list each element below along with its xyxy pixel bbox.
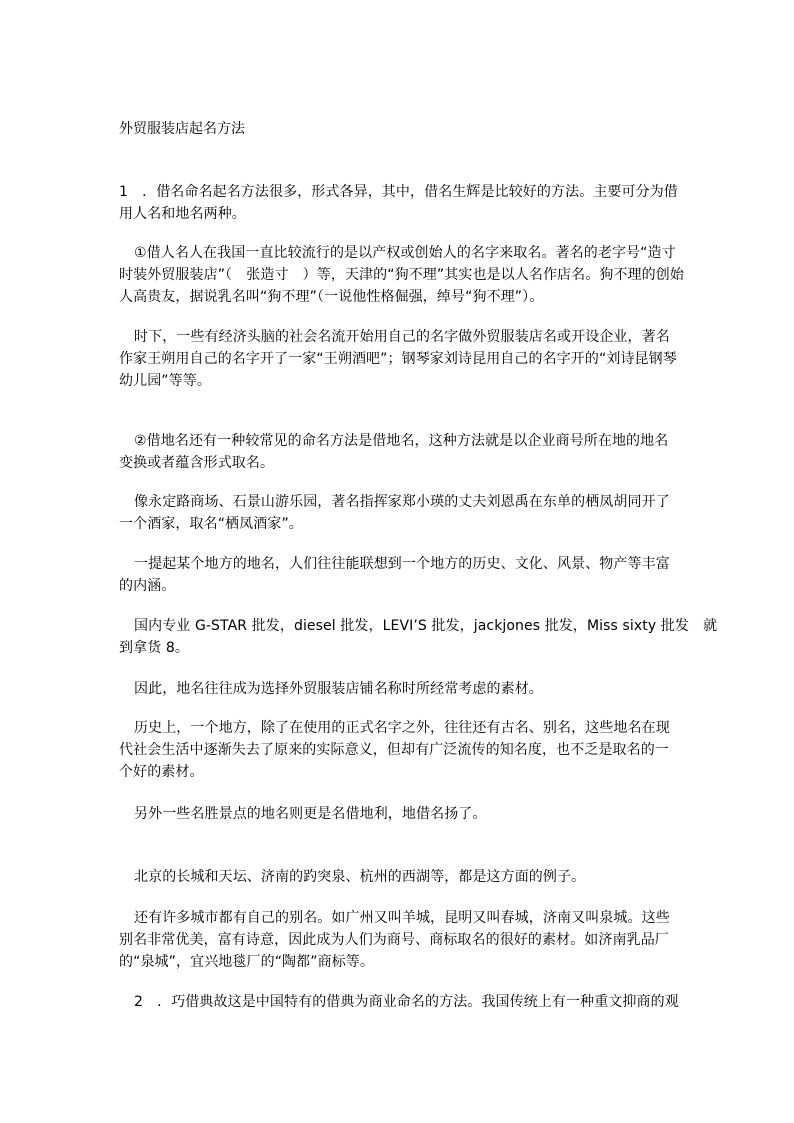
text-line: 时装外贸服装店”（ 张造寸 ）等，天津的“狗不理”其实也是以人名作店名。狗不理的创始 [119, 267, 684, 283]
text-line: 个好的素材。 [119, 764, 204, 780]
paragraph-1 [119, 181, 678, 225]
paragraph-4 [119, 430, 675, 474]
paragraph-10 [119, 803, 675, 825]
text-line: 像永定路商场、石景山游乐园，著名指挥家郑小瑛的丈夫刘恩禹在东单的栖凤胡同开了 [134, 494, 670, 510]
document-title: 外贸服装店起名方法 [119, 121, 245, 137]
text-line: 的内涵。 [119, 578, 176, 594]
text-line: 还有许多城市都有自己的别名。如广州又叫羊城，昆明又叫春城，济南又叫泉城。这些 [134, 910, 670, 926]
text-line: ①借人名人在我国一直比较流行的是以产权或创始人的名字来取名。著名的老字号“造寸 [134, 245, 676, 261]
text-line: 变换或者蕴含形式取名。 [119, 455, 275, 471]
text-line: 幼儿园”等等。 [119, 373, 211, 389]
paragraph-2 [119, 242, 684, 308]
text-line: 作家王朔用自己的名字开了一家“王朔酒吧”；钢琴家刘诗昆用自己的名字开的“刘诗昆钢琴 [119, 351, 677, 367]
paragraph-3 [119, 326, 675, 392]
text-line: 因此，地名往往成为选择外贸服装店铺名称时所经常考虑的素材。 [134, 681, 543, 697]
text-line: 的“泉城”，宜兴地毯厂的“陶都”商标等。 [119, 954, 375, 970]
text-line: 到拿货 8。 [119, 640, 189, 656]
text-line: 北京的长城和天坛、济南的趵突泉、杭州的西湖等，都是这方面的例子。 [134, 869, 586, 885]
paragraph-9 [119, 717, 675, 783]
paragraph-8 [119, 678, 675, 700]
text-line: 人高贵友，据说乳名叫“狗不理”（一说他性格倔强，绰号“狗不理”）。 [119, 289, 544, 305]
text-line: 另外一些名胜景点的地名则更是名借地利，地借名扬了。 [134, 806, 487, 822]
text-line: 别名非常优美，富有诗意，因此成为人们为商号、商标取名的很好的素材。如济南乳品厂 [119, 932, 669, 948]
text-line: 用人名和地名两种。 [119, 206, 246, 222]
paragraph-12 [119, 907, 675, 973]
text-line: 一个酒家，取名“栖凤酒家”。 [119, 516, 303, 532]
text-line: 时下，一些有经济头脑的社会名流开始用自己的名字做外贸服装店名或开设企业，著名 [134, 329, 670, 345]
paragraph-7 [119, 615, 718, 659]
paragraph-5 [119, 491, 675, 535]
paragraph-6 [119, 553, 675, 597]
paragraph-11 [119, 866, 675, 888]
paragraph-13 [119, 991, 679, 1013]
text-line: 1 ．借名命名起名方法很多，形式各异，其中，借名生辉是比较好的方法。主要可分为借 [119, 184, 678, 200]
text-line: 国内专业 G-STAR 批发，diesel 批发，LEVI’S 批发，jackjones 批发，Miss sixty 批发 就 [134, 618, 718, 634]
text-line: 2 ．巧借典故这是中国特有的借典为商业命名的方法。我国传统上有一种重文抑商的观 [134, 994, 679, 1010]
text-line: ②借地名还有一种较常见的命名方法是借地名，这种方法就是以企业商号所在地的地名 [134, 433, 669, 449]
text-line: 代社会生活中逐渐失去了原来的实际意义，但却有广泛流传的知名度，也不乏是取名的一 [119, 742, 669, 758]
text-line: 历史上，一个地方，除了在使用的正式名字之外，往往还有古名、别名，这些地名在现 [134, 720, 670, 736]
text-line: 一提起某个地方的地名，人们往往能联想到一个地方的历史、文化、风景、物产等丰富 [134, 556, 670, 572]
